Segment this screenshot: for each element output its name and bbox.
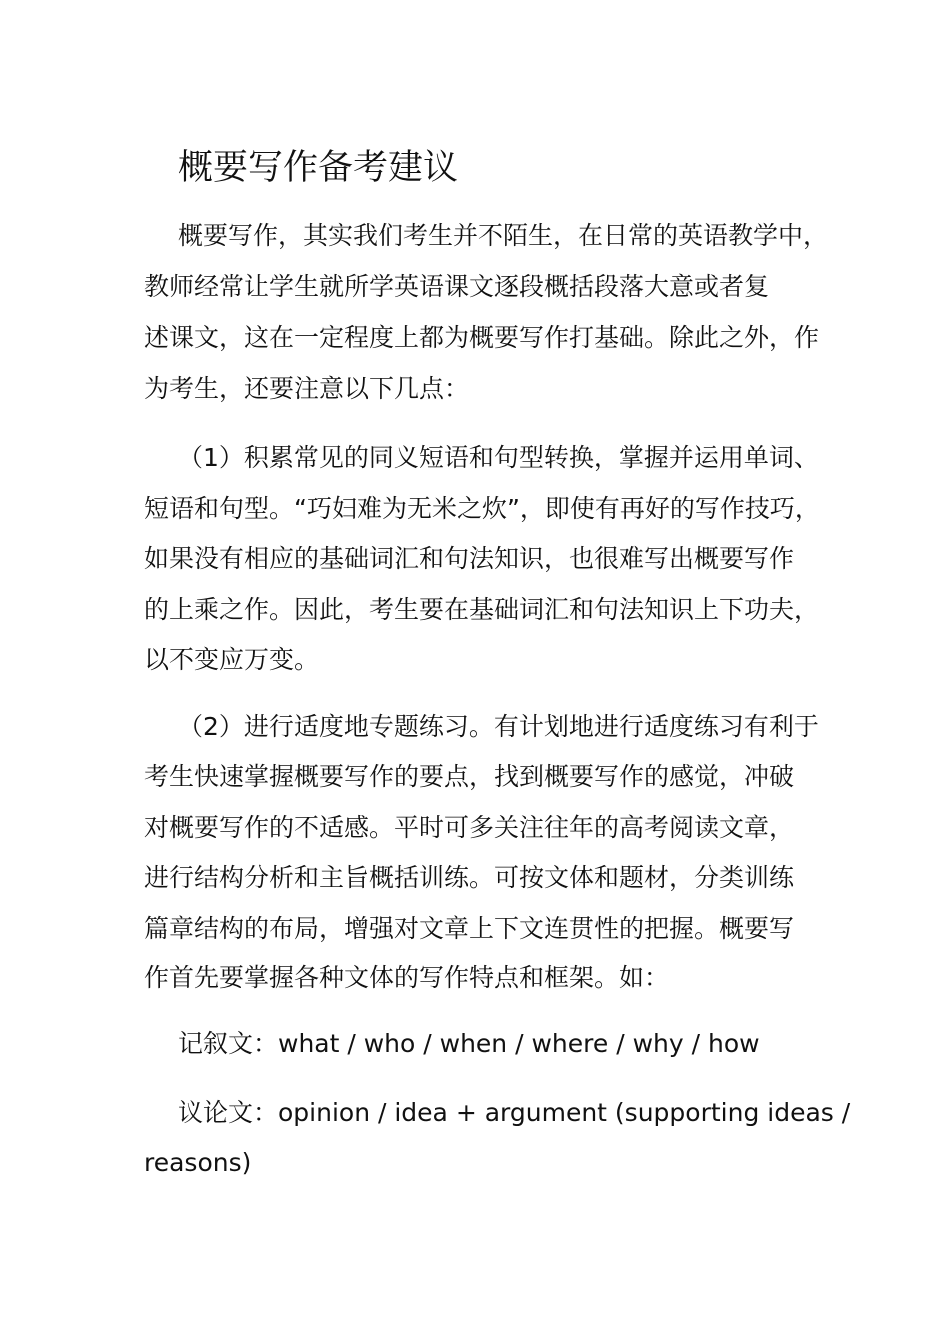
paragraph-3-line-6: 作首先要掌握各种文体的写作特点和框架。如： (144, 963, 670, 992)
paragraph-3-line-4: 进行结构分析和主旨概括训练。可按文体和题材，分类训练 (144, 863, 795, 892)
paragraph-2-line-1: （1）积累常见的同义短语和句型转换，掌握并运用单词、 (178, 443, 819, 472)
paragraph-3-line-1: （2）进行适度地专题练习。有计划地进行适度练习有利于 (178, 712, 819, 741)
paragraph-1-line-4: 为考生，还要注意以下几点： (144, 374, 470, 403)
paragraph-5-line-2: reasons) (144, 1148, 252, 1177)
paragraph-3-line-3: 对概要写作的不适感。平时可多关注往年的高考阅读文章， (144, 813, 795, 842)
document-title: 概要写作备考建议 (178, 148, 459, 188)
paragraph-2-line-5: 以不变应万变。 (144, 645, 320, 674)
paragraph-2-line-3: 如果没有相应的基础词汇和句法知识，也很难写出概要写作 (144, 544, 795, 573)
paragraph-1-line-2: 教师经常让学生就所学英语课文逐段概括段落大意或者复 (144, 272, 770, 301)
paragraph-3-line-2: 考生快速掌握概要写作的要点，找到概要写作的感觉，冲破 (144, 762, 795, 791)
paragraph-2-line-2: 短语和句型。“巧妇难为无米之炊”，即使有再好的写作技巧， (144, 494, 820, 523)
paragraph-4-line-1: 记叙文：what / who / when / where / why / how (178, 1029, 760, 1058)
paragraph-1-line-3: 述课文，这在一定程度上都为概要写作打基础。除此之外，作 (144, 323, 820, 352)
paragraph-3-line-5: 篇章结构的布局，增强对文章上下文连贯性的把握。概要写 (144, 914, 795, 943)
paragraph-1-line-1: 概要写作，其实我们考生并不陌生，在日常的英语教学中， (178, 221, 829, 250)
paragraph-2-line-4: 的上乘之作。因此，考生要在基础词汇和句法知识上下功夫， (144, 595, 820, 624)
paragraph-5-line-1: 议论文：opinion / idea + argument (supporting ideas / (178, 1098, 851, 1127)
